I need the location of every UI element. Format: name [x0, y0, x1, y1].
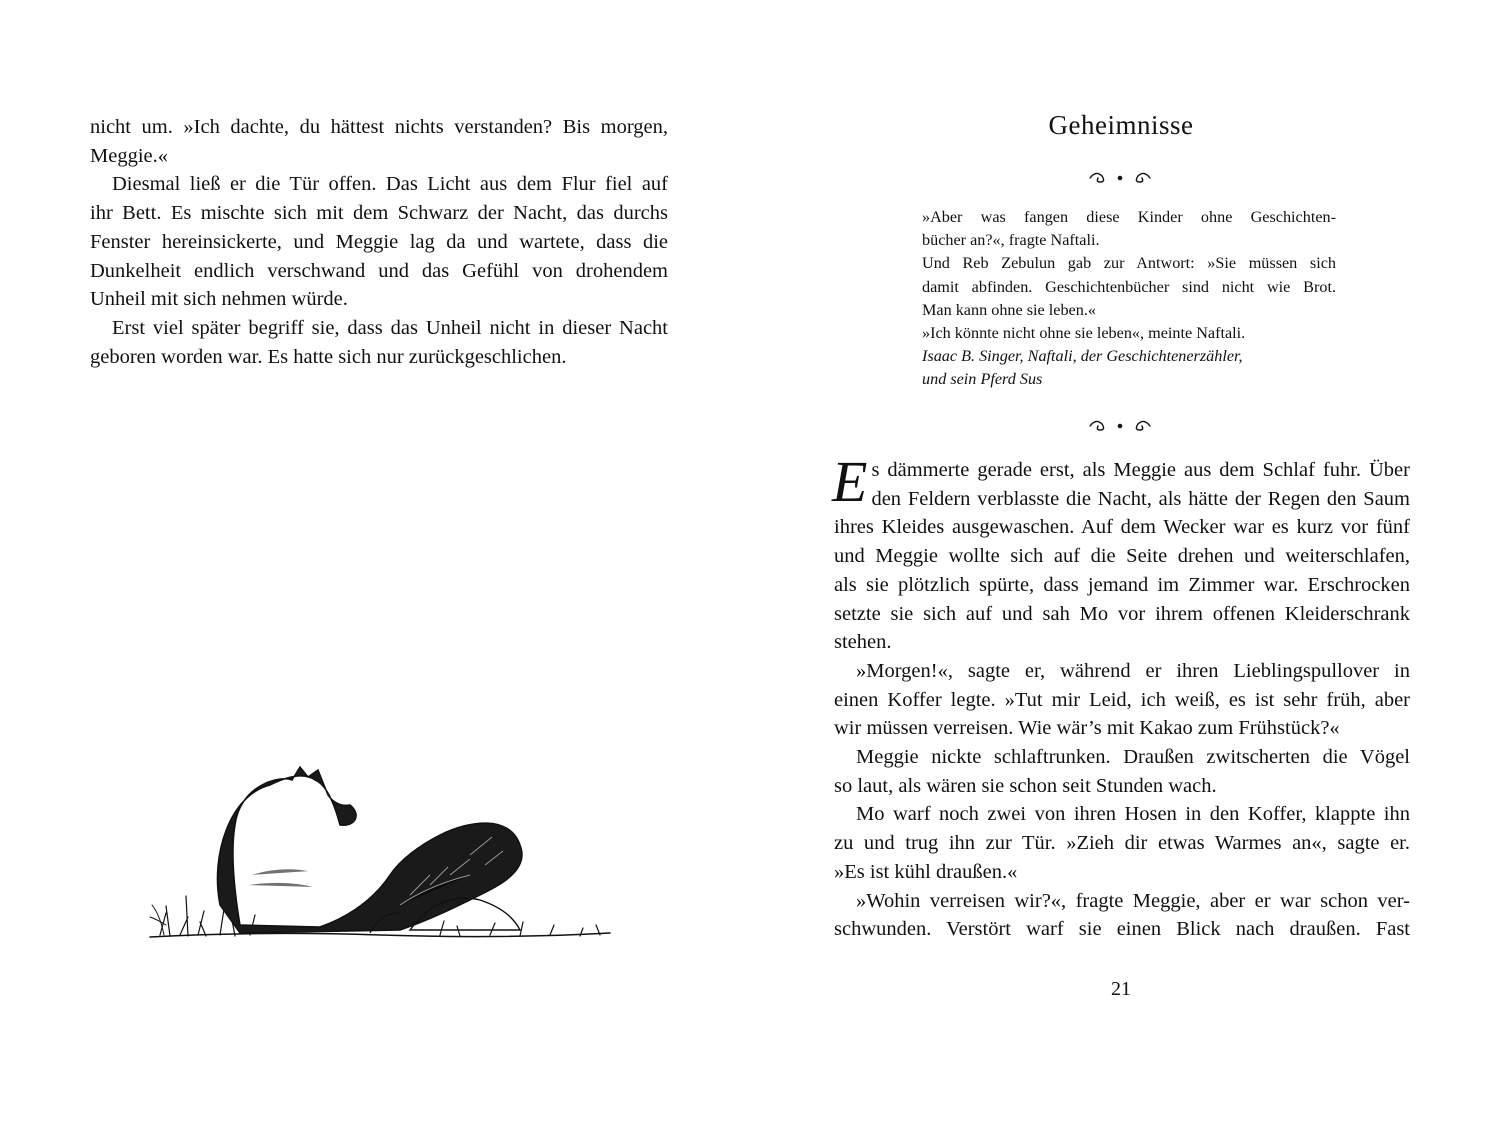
flourish-ornament-icon — [1080, 416, 1160, 434]
text-line: Meggie nickte schlaftrunken. Draußen zwitscherten die Vögel — [856, 746, 1410, 769]
drop-cap: E — [832, 449, 868, 514]
text-line: setzte sie sich auf und sah Mo vor ihrem offenen Kleiderschrank — [834, 602, 1410, 625]
text-line: Mo warf noch zwei von ihren Hosen in den Koffer, klappte ihn — [856, 803, 1410, 826]
page-number: 21 — [1111, 978, 1131, 1000]
epigraph-citation: Isaac B. Singer, Naftali, der Geschichtenerzähler, — [922, 347, 1243, 366]
text-line: Meggie.« — [90, 144, 168, 167]
text-line: Unheil mit sich nehmen würde. — [90, 288, 348, 311]
text-line: »Wohin verreisen wir?«, fragte Meggie, aber er war schon ver- — [856, 889, 1410, 912]
text-line: so laut, als wären sie schon seit Stunden wach. — [834, 774, 1217, 797]
epigraph-line: Und Reb Zebulun gab zur Antwort: »Sie müssen sich — [922, 254, 1336, 273]
text-line: den Feldern verblasste die Nacht, als hätte der Regen den Saum — [871, 487, 1410, 510]
text-line: Fenster hereinsickerte, und Meggie lag da und wartete, dass die — [90, 230, 668, 253]
right-page — [750, 0, 1500, 1140]
text-line: s dämmerte gerade erst, als Meggie aus dem Schlaf fuhr. Über — [871, 459, 1410, 481]
text-line: Erst viel später begriff sie, dass das Unheil nicht in dieser Nacht — [112, 316, 668, 339]
left-page-text — [90, 113, 668, 371]
text-line: geboren worden war. Es hatte sich nur zurückgeschlichen. — [90, 345, 567, 368]
text-line: »Morgen!«, sagte er, während er ihren Lieblingspullover in — [856, 659, 1410, 682]
text-line: zu und trug ihn zur Tür. »Zieh dir etwas Warmes an«, sagte er. — [834, 832, 1410, 855]
epigraph-line: damit abfinden. Geschichtenbücher sind nicht wie Brot. — [922, 277, 1336, 296]
text-line: einen Koffer legte. »Tut mir Leid, ich weiß, es ist sehr früh, aber — [834, 688, 1410, 711]
text-line: wir müssen verreisen. Wie wär’s mit Kakao zum Frühstück?« — [834, 717, 1340, 740]
flourish-ornament-icon — [1080, 168, 1160, 186]
epigraph — [922, 206, 1336, 392]
right-page-text — [832, 449, 1410, 944]
epigraph-line: »Aber was fangen diese Kinder ohne Geschichten- — [922, 208, 1336, 226]
text-line: nicht um. »Ich dachte, du hättest nichts verstanden? Bis morgen, — [90, 116, 668, 138]
epigraph-citation: und sein Pferd Sus — [922, 370, 1043, 389]
text-line: und Meggie wollte sich auf die Seite drehen und weiterschlafen, — [834, 545, 1410, 568]
epigraph-line: »Ich könnte nicht ohne sie leben«, meinte Naftali. — [922, 324, 1246, 343]
text-line: ihr Bett. Es mischte sich mit dem Schwarz der Nacht, das durchs — [90, 202, 668, 225]
text-line: schwunden. Verstört warf sie einen Blick nach draußen. Fast — [834, 918, 1410, 941]
text-line: stehen. — [834, 631, 892, 654]
text-line: als sie plötzlich spürte, dass jemand im Zimmer war. Erschrocken — [834, 573, 1410, 596]
text-line: ihres Kleides ausgewaschen. Auf dem Wecker war es kurz vor fünf — [834, 516, 1410, 539]
epigraph-line: bücher an?«, fragte Naftali. — [922, 231, 1100, 250]
epigraph-line: Man kann ohne sie leben.« — [922, 300, 1096, 319]
text-line: Dunkelheit endlich verschwand und das Gefühl von drohendem — [90, 259, 668, 282]
chapter-title: Geheimnisse — [1048, 110, 1194, 140]
squirrel-illustration — [140, 755, 620, 945]
text-line: Diesmal ließ er die Tür offen. Das Licht aus dem Flur fiel auf — [112, 173, 668, 196]
text-line: »Es ist kühl draußen.« — [834, 860, 1018, 883]
